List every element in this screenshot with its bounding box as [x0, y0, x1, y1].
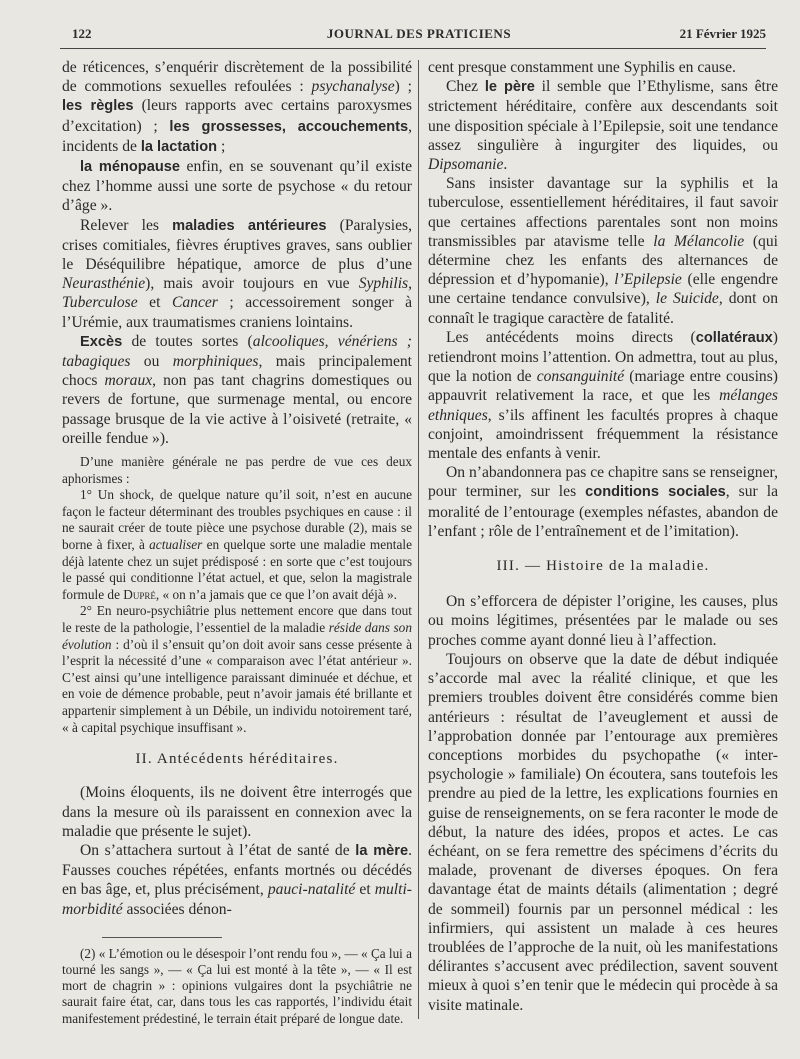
paragraph: la ménopause enfin, en se souvenant qu’il existe chez l’homme aussi une sorte de psychose « du retour d’âge ». — [62, 158, 412, 215]
journal-title: JOURNAL DES PRATICIENS — [326, 26, 512, 41]
paragraph: Excès de toutes sortes (alcooliques, vénériens ; tabagiques ou morphiniques, mais principalement chocs moraux, non pas tant chagrins domestiques ou revers de fortune, que surmenage mental, ou encore passage brusque de la vie active à l’oisiveté (retraite, « oreille fendue »). — [62, 332, 412, 447]
paragraph: cent presque constamment une Syphilis en cause. — [428, 59, 736, 76]
paragraph: Sans insister davantage sur la syphilis et la tuberculose, essentiellement héréditaires, il faut savoir que certaines affections parentales sont non moins transmissibles par atavisme telle la Mélancolie (qui détermine chez les enfants des alternances de dépression et d’hypomanie), l’Epilepsie (elle engendre une certaine tendance convulsive), le Suicide, dont on connaît le tragique caractère de fatalité. — [428, 175, 778, 327]
paragraph: Toujours on observe que la date de début indiquée s’accorde mal avec la réalité clinique, et que les premiers troubles doivent être considérés comme bien antérieurs : résultat de l’aveuglement et aussi de l’approbation donnée par l’entourage aux premières conceptions morbides du psychopathe (« inter-psychologie » familiale) On écoutera, sans toutefois les prendre au pied de la lettre, les explications fournies en guise de renseignements, on se fera raconter le mode de début, la nature des idées, propos et actes. Le cas échéant, on se fera remettre des spécimens d’écrits du malade, provenant de diverses époques. On fera davantage état de maints détails (alimentation ; degré de sommeil) fournis par un personnel médical : les infirmiers, qui assistent un malade à ces heures troublées de l’approche de la nuit, où les manifestations délirantes s’accusent avec prédilection, savent souvent mieux à quoi s’en tenir que le médecin qui procède à sa visite matinale. — [428, 650, 778, 1014]
paragraph: D’une manière générale ne pas perdre de vue ces deux aphorismes : — [62, 454, 412, 486]
paragraph: 2° En neuro-psychiâtrie plus nettement encore que dans tout le reste de la pathologie, l’essentiel de la maladie réside dans son évolution : d’où il s’ensuit qu’on doit avoir sans cesse présente à l’esprit la nécessité d’une « comparaison avec l’état antérieur ». C’est ainsi qu’une intelligence paraissant diminuée et déchue, et en voie de démence probable, peut n’avoir jamais été brillante et appartenir simplement à un Débile, un individu notoirement taré, « à capital psychique insuffisant ». — [62, 603, 412, 735]
footnote-rule — [102, 937, 222, 938]
paragraph: Relever les maladies antérieures (Paralysies, crises comitiales, fièvres éruptives graves, sans oublier le Déséquilibre hépatique, amorce de plus d’une Neurasthénie), mais avoir toujours en vue Syphilis, Tuberculose et Cancer ; accessoirement songer à l’Urémie, aux traumatismes craniens lointains. — [62, 216, 412, 331]
paragraph: On s’efforcera de dépister l’origine, les causes, plus ou moins légitimes, présentées par le malade ou ses proches comme ayant donné lieu à l’affection. — [428, 593, 778, 649]
column-divider — [418, 60, 419, 1019]
section-heading: II. Antécédents héréditaires. — [135, 751, 339, 768]
paragraph: Chez le père il semble que l’Ethylisme, sans être strictement héréditaire, confère aux descendants soit une disposition spéciale à l’Epilepsie, soit une tendance assez singulière à ingurgiter des liquides, ou Dipsomanie. — [428, 78, 778, 174]
page-number: 122 — [72, 26, 92, 41]
paragraph: Les antécédents moins directs (collatéraux) retiendront moins l’attention. On admettra, tout au plus, que la notion de consanguinité (mariage entre cousins) appauvrit relativement la race, et que les mélanges ethniques, s’ils affinent les facultés propres à chaque conjoint, amoindrissent fréquemment la résistance mentale des enfants à venir. — [428, 328, 778, 463]
paragraph: (Moins éloquents, ils ne doivent être interrogés que dans la mesure où ils paraissent en connexion avec la maladie que présente le sujet). — [62, 784, 412, 840]
paragraph: de réticences, s’enquérir discrètement de la possibilité de commotions sexuelles refoulées : psychanalyse) ; les règles (leurs rapports avec certains paroxysmes d’excitation) ; les grossesses, accouchements, incidents de la lactation ; — [62, 59, 412, 155]
right-column — [428, 58, 778, 1029]
running-header — [72, 26, 766, 46]
issue-date: 21 Février 1925 — [679, 26, 766, 41]
footnote: (2) « L’émotion ou le désespoir l’ont rendu fou », — « Ça lui a tourné les sangs », — « Ça lui est monté à la tête », — « Il est mort de chagrin » : opinions vulgaires dont la psychiâtrie ne saurait faire état, car, dans tous les cas rapportés, l’individu était manifestement prédestiné, le terrain était préparé de longue date. — [62, 945, 412, 1026]
section-heading: III. — Histoire de la maladie. — [496, 558, 710, 575]
paragraph: On n’abandonnera pas ce chapitre sans se renseigner, pour terminer, sur les conditions sociales, sur la moralité de l’entourage (exemples néfastes, abandon de l’enfant ; rôle de l’entraînement et de l’imitation). — [428, 464, 778, 540]
left-column — [62, 58, 412, 1029]
paragraph: On s’attachera surtout à l’état de santé de la mère. Fausses couches répétées, enfants mortnés ou décédés en bas âge, et, plus précisément, pauci-natalité et multi-morbidité associées dénon- — [62, 841, 412, 918]
paragraph: 1° Un shock, de quelque nature qu’il soit, n’est en aucune façon le facteur déterminant des troubles psychiques en cause : il ne saurait créer de toute pièce une psychose durable (2), mais se borne à fixer, à actualiser en quelque sorte une maladie mentale déjà latente chez un sujet prédisposé : en sorte que c’est toujours le passé qui conditionne l’état actuel, et que, selon la magistrale formule de Dupré, « on n’a jamais que ce que l’on avait déjà ». — [62, 487, 412, 602]
header-rule — [60, 48, 766, 49]
